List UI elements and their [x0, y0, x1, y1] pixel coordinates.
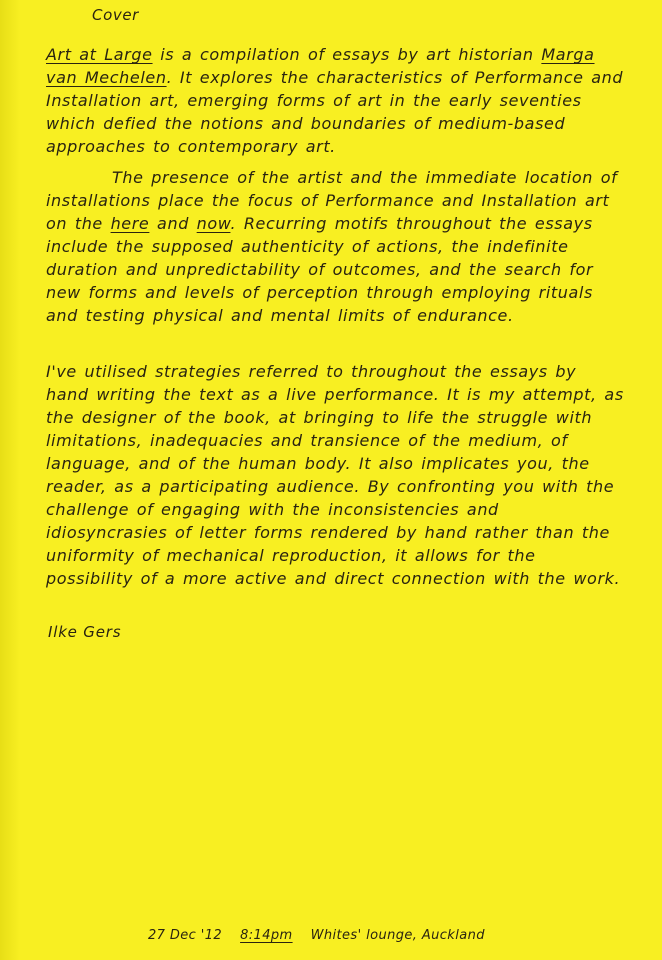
intro-text-1: is a compilation of essays by art historian: [152, 45, 542, 64]
signature: Ilke Gers: [48, 623, 122, 641]
page-heading: Cover: [92, 6, 139, 24]
word-now: now: [196, 214, 231, 233]
paragraph-intro: [46, 43, 626, 158]
intro-text-2: . It explores the characteristics of Performance and Installation art, emerging forms of art in the early seventies which defied the notions and boundaries of medium-based approaches to contemporary art.: [46, 68, 624, 156]
footer-time: 8:14pm: [240, 928, 293, 943]
word-here: here: [110, 214, 150, 233]
footer-place: Whites' lounge, Auckland: [310, 928, 485, 943]
paragraph-presence: [46, 166, 626, 327]
presence-text-1: The presence of the artist and the immediate location of installations place the focus of Performance and Installation art on the: [46, 168, 618, 233]
page-edge-shadow: [0, 0, 20, 960]
presence-and: and: [149, 214, 197, 233]
presence-text-2: . Recurring motifs throughout the essays include the supposed authenticity of actions, the indefinite duration and unpredictability of outcomes, and the search for new forms and levels of perception through employing rituals and testing physical and mental limits of endurance.: [46, 214, 594, 325]
footer-date: 27 Dec '12: [148, 928, 223, 943]
author-name: Marga van Mechelen: [46, 45, 595, 87]
designer-note-text: I've utilised strategies referred to throughout the essays by hand writing the text as a live performance. It is my attempt, as the designer of the book, at bringing to life the struggle with limitations, inadequacies and transience of the medium, of language, and of the human body. It also implicates you, the reader, as a participating audience. By confronting you with the challenge of engaging with the inconsistencies and idiosyncrasies of letter forms rendered by hand rather than the uniformity of mechanical reproduction, it allows for the possibility of a more active and direct connection with the work.: [46, 362, 624, 588]
book-title: Art at Large: [46, 45, 153, 64]
paragraph-designer-note: [46, 360, 626, 590]
footer-line: [148, 928, 503, 943]
